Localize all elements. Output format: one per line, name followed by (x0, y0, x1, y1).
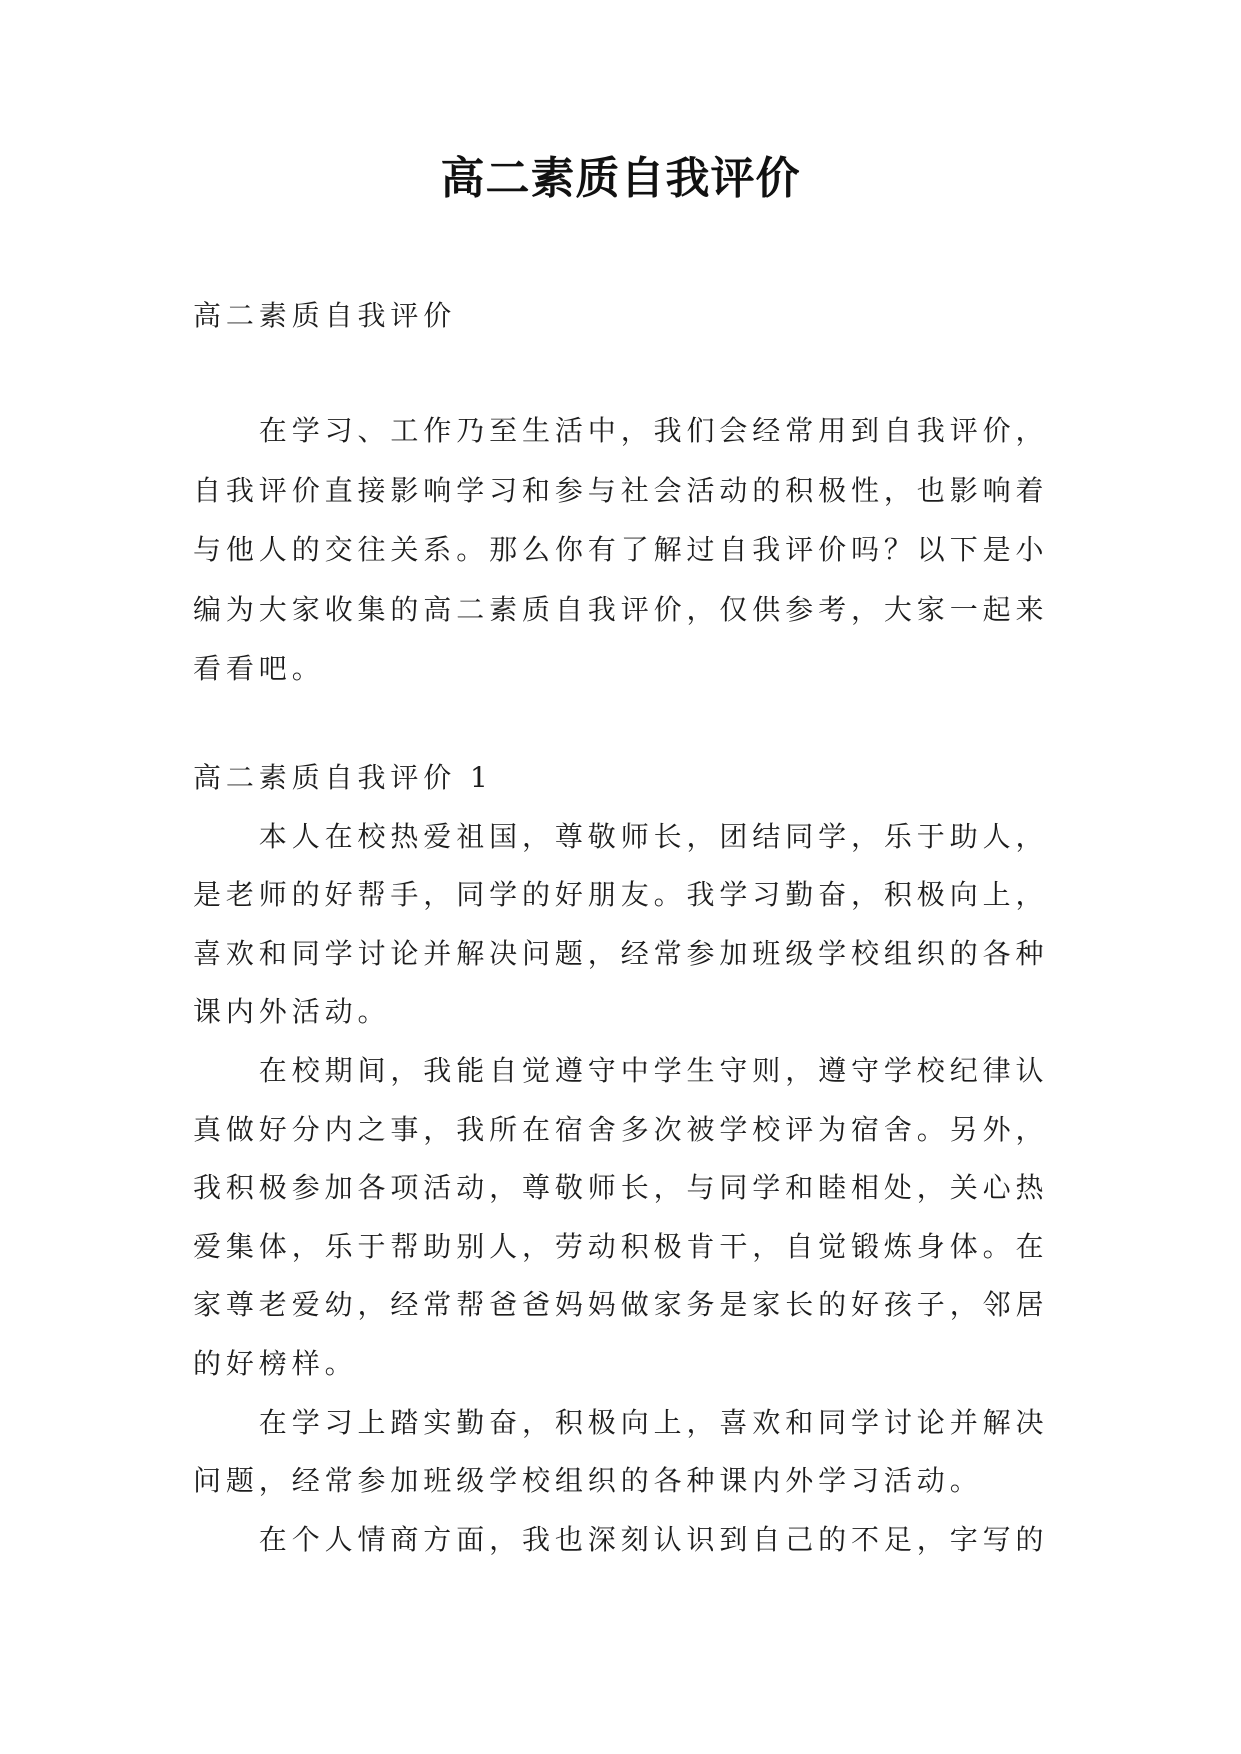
paragraph-line: 家尊老爱幼，经常帮爸爸妈妈做家务是家长的好孩子，邻居 (193, 1288, 1049, 1322)
section-paragraph (193, 1511, 1093, 1570)
paragraph-line: 在学习上踏实勤奋，积极向上，喜欢和同学讨论并解决 (258, 1405, 1049, 1439)
paragraph-line: 在个人情商方面，我也深刻认识到自己的不足，字写的 (258, 1522, 1049, 1556)
page-title: 高二素质自我评价 (440, 153, 801, 204)
intro-paragraph (193, 401, 1093, 699)
paragraph-line: 本人在校热爱祖国，尊敬师长，团结同学，乐于助人， (258, 819, 1049, 853)
paragraph-line: 编为大家收集的高二素质自我评价，仅供参考，大家一起来 (193, 592, 1049, 626)
paragraph-line: 爱集体，乐于帮助别人，劳动积极肯干，自觉锻炼身体。在 (193, 1229, 1049, 1263)
paragraph-line: 是老师的好帮手，同学的好朋友。我学习勤奋，积极向上， (193, 878, 1049, 912)
paragraph-line: 与他人的交往关系。那么你有了解过自我评价吗？以下是小 (193, 533, 1049, 566)
paragraph-line: 在学习、工作乃至生活中，我们会经常用到自我评价， (258, 414, 1049, 447)
paragraph-line: 问题，经常参加班级学校组织的各种课内外学习活动。 (193, 1464, 983, 1498)
subtitle: 高二素质自我评价 (193, 299, 457, 332)
section-paragraph (193, 1042, 1093, 1394)
section-1 (193, 749, 1093, 1569)
section-heading: 高二素质自我评价 1 (193, 761, 493, 794)
section-paragraph (193, 1394, 1093, 1511)
paragraph-line: 喜欢和同学讨论并解决问题，经常参加班级学校组织的各种 (193, 936, 1049, 970)
paragraph-line: 自我评价直接影响学习和参与社会活动的积极性，也影响着 (193, 473, 1049, 507)
subtitle-block (193, 287, 1093, 345)
paragraph-line: 我积极参加各项活动，尊敬师长，与同学和睦相处，关心热 (193, 1171, 1049, 1205)
paragraph-line: 课内外活动。 (193, 995, 391, 1029)
section-paragraph (193, 808, 1093, 1042)
paragraph-line: 看看吧。 (193, 652, 325, 685)
paragraph-line: 在校期间，我能自觉遵守中学生守则，遵守学校纪律认 (258, 1053, 1049, 1087)
paragraph-line: 的好榜样。 (193, 1346, 358, 1380)
paragraph-line: 真做好分内之事，我所在宿舍多次被学校评为宿舍。另外， (193, 1112, 1049, 1146)
